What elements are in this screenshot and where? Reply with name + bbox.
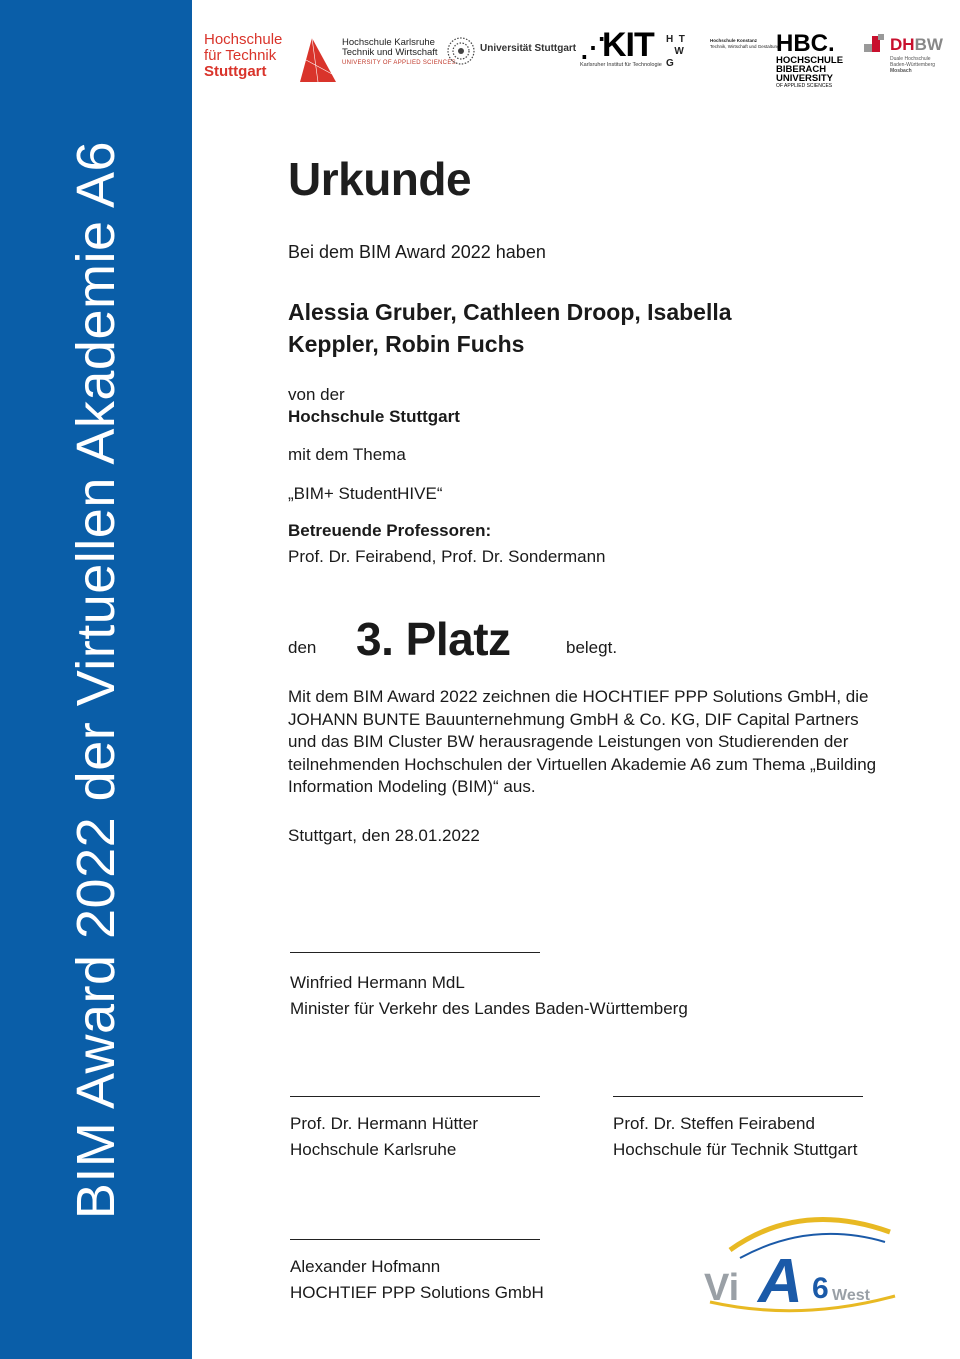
thema-label: mit dem Thema xyxy=(288,445,406,464)
hbc-biberach-logo xyxy=(776,32,843,89)
signature-line-4 xyxy=(290,1239,540,1240)
hka-line-2: Technik und Wirtschaft xyxy=(342,47,438,58)
dhbw-sub-3: Mosbach xyxy=(890,68,912,74)
hft-line-1: Hochschule xyxy=(204,31,283,48)
award-names xyxy=(288,296,828,360)
hbc-title: HBC. xyxy=(776,30,835,57)
professors-names: Prof. Dr. Feirabend, Prof. Dr. Sondermann xyxy=(288,547,606,566)
certificate-title: Urkunde xyxy=(288,153,472,205)
hka-logo xyxy=(342,38,456,68)
dhbw-logo xyxy=(890,36,943,54)
signature-line-3 xyxy=(613,1096,863,1097)
signature-block-2 xyxy=(290,1111,478,1163)
sidebar-band xyxy=(0,0,192,1359)
kit-text: KIT xyxy=(602,26,654,64)
signer-name-3: Prof. Dr. Steffen Feirabend xyxy=(613,1114,815,1133)
hka-line-3: UNIVERSITY OF APPLIED SCIENCES xyxy=(342,60,456,66)
via-6-text: 6 xyxy=(812,1272,829,1305)
belegt-text: belegt. xyxy=(566,638,618,657)
dhbw-subtitle xyxy=(890,56,935,74)
signature-block-4 xyxy=(290,1254,544,1306)
hft-triangle-icon xyxy=(298,36,338,86)
signature-line-1 xyxy=(290,952,540,953)
sidebar-title: BIM Award 2022 der Virtuellen Akademie A6 xyxy=(66,140,126,1220)
dhbw-bw: BW xyxy=(914,35,943,54)
names-line-2: Keppler, Robin Fuchs xyxy=(288,331,525,357)
konstanz-line-2: Technik, Wirtschaft und Gestaltung xyxy=(710,43,780,49)
signer-role-3: Hochschule für Technik Stuttgart xyxy=(613,1140,858,1159)
place-date: Stuttgart, den 28.01.2022 xyxy=(288,826,480,845)
dhbw-sub-2: Baden-Württemberg xyxy=(890,62,936,68)
dhbw-sub-1: Duale Hochschule xyxy=(890,56,931,62)
names-line-1: Alessia Gruber, Cathleen Droop, Isabella xyxy=(288,299,732,325)
via-vi-text: Vi xyxy=(704,1267,740,1309)
uni-stuttgart-logo: Universität Stuttgart xyxy=(480,43,577,54)
htwg-w: W xyxy=(674,46,684,57)
htwg-g: G xyxy=(666,58,674,69)
hbc-line-1: HOCHSCHULE xyxy=(776,55,844,66)
signer-name-4: Alexander Hofmann xyxy=(290,1257,441,1276)
htwg-konstanz-text xyxy=(710,38,780,49)
htwg-logo xyxy=(666,34,685,70)
signature-block-1 xyxy=(290,970,688,1022)
hbc-line-4: OF APPLIED SCIENCES xyxy=(776,83,833,89)
uni-stuttgart-circle-icon xyxy=(446,36,476,66)
via-a-text: A xyxy=(758,1247,803,1316)
htwg-h: H xyxy=(666,34,674,45)
signer-name-1: Winfried Hermann MdL xyxy=(290,973,465,992)
institution-name: Hochschule Stuttgart xyxy=(288,407,460,426)
intro-text: Bei dem BIM Award 2022 haben xyxy=(288,242,546,262)
konstanz-line-1: Hochschule Konstanz xyxy=(710,38,758,43)
signer-role-2: Hochschule Karlsruhe xyxy=(290,1140,457,1159)
hbc-line-2: BIBERACH xyxy=(776,64,827,75)
kit-subtitle: Karlsruher Institut für Technologie xyxy=(580,62,662,68)
signer-role-4: HOCHTIEF PPP Solutions GmbH xyxy=(290,1283,544,1302)
signer-role-1: Minister für Verkehr des Landes Baden-Württemberg xyxy=(290,999,688,1018)
signature-line-2 xyxy=(290,1096,540,1097)
hbc-line-3: UNIVERSITY xyxy=(776,73,834,84)
kit-logo: ⋰KIT xyxy=(580,26,654,64)
dhbw-dh: DH xyxy=(890,35,915,54)
award-description: Mit dem BIM Award 2022 zeichnen die HOCHTIEF PPP Solutions GmbH, die JOHANN BUNTE Bauunternehmung GmbH & Co. KG, DIF Capital Partners und das BIM Cluster BW herausragende Leistungen von Studierenden der teilnehmenden Hochschulen der Virtuellen Akademie A6 zum Thema „Building Information Modeling (BIM)“ aus. xyxy=(288,687,877,796)
signature-block-3 xyxy=(613,1111,857,1163)
von-label: von der xyxy=(288,385,345,404)
dhbw-squares-icon xyxy=(864,34,886,60)
hft-stuttgart-logo xyxy=(204,32,282,80)
place-ranking: 3. Platz xyxy=(356,613,511,665)
professors-label: Betreuende Professoren: xyxy=(288,521,492,540)
logo-bar xyxy=(200,20,960,110)
htwg-t: T xyxy=(678,34,685,45)
hft-line-2: für Technik xyxy=(204,47,277,64)
via-west-text: West xyxy=(832,1287,870,1304)
hft-line-3: Stuttgart xyxy=(204,63,267,80)
hka-line-1: Hochschule Karlsruhe xyxy=(342,37,435,48)
institution-block xyxy=(288,384,460,428)
signer-name-2: Prof. Dr. Hermann Hütter xyxy=(290,1114,479,1133)
via-a6-logo xyxy=(700,1210,900,1320)
thema-title: „BIM+ StudentHIVE“ xyxy=(288,484,443,503)
den-text: den xyxy=(288,638,317,657)
